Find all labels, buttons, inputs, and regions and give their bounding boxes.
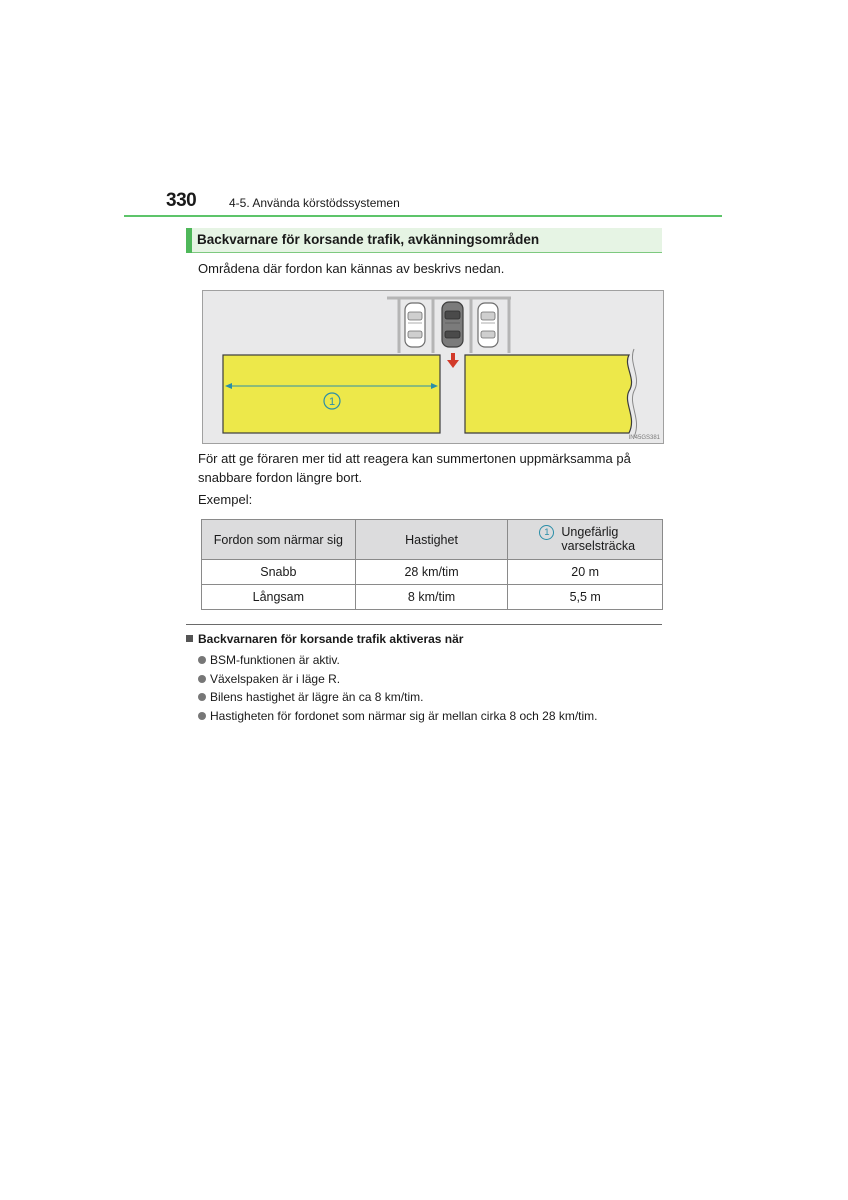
list-item bbox=[198, 688, 598, 707]
header-speed: Hastighet bbox=[355, 520, 508, 560]
example-label: Exempel: bbox=[198, 492, 253, 507]
list-item-text: Bilens hastighet är lägre än ca 8 km/tim. bbox=[210, 690, 424, 704]
list-item bbox=[198, 707, 598, 726]
page-number: 330 bbox=[166, 190, 197, 211]
conditions-list bbox=[198, 651, 598, 725]
distance-marker: 1 bbox=[539, 525, 554, 540]
list-item-text: Hastigheten för fordonet som närmar sig är mellan cirka 8 och 28 km/tim. bbox=[210, 708, 598, 723]
cell-speed: 28 km/tim bbox=[355, 560, 508, 585]
distance-label-line-2: varselsträcka bbox=[561, 539, 636, 553]
explanation-line-1: För att ge föraren mer tid att reagera kan summertonen uppmärksamma på bbox=[198, 451, 631, 466]
table-header-row bbox=[202, 520, 663, 560]
list-item bbox=[198, 670, 598, 689]
chapter-title: 4-5. Använda körstödssystemen bbox=[229, 196, 400, 210]
list-item bbox=[198, 651, 598, 670]
explanation-text bbox=[198, 449, 659, 487]
bullet-dot-icon bbox=[198, 712, 206, 720]
break-mark bbox=[632, 349, 636, 437]
parked-car-left bbox=[405, 303, 425, 347]
explanation-line-2: snabbare fordon längre bort. bbox=[198, 470, 363, 485]
cell-vehicle: Snabb bbox=[202, 560, 356, 585]
header-distance bbox=[508, 520, 663, 560]
bullet-dot-icon bbox=[198, 693, 206, 701]
cell-vehicle: Långsam bbox=[202, 585, 356, 610]
distance-label bbox=[561, 525, 635, 553]
detection-zone-right bbox=[465, 355, 632, 433]
bullet-dot-icon bbox=[198, 656, 206, 664]
header-divider bbox=[124, 215, 722, 217]
example-table bbox=[201, 519, 663, 610]
section-title: Backvarnare för korsande trafik, avkänningsområden bbox=[197, 232, 540, 247]
conditions-heading-text: Backvarnaren för korsande trafik aktiveras när bbox=[198, 632, 464, 646]
detection-area-figure bbox=[202, 290, 664, 444]
own-car bbox=[442, 302, 463, 347]
header-vehicle: Fordon som närmar sig bbox=[202, 520, 356, 560]
section-heading bbox=[186, 228, 662, 253]
list-item-text: Växelspaken är i läge R. bbox=[210, 671, 341, 686]
detection-area-diagram bbox=[203, 291, 663, 443]
conditions-heading bbox=[186, 632, 463, 646]
cell-distance: 20 m bbox=[508, 560, 663, 585]
cell-speed: 8 km/tim bbox=[355, 585, 508, 610]
marker-label: 1 bbox=[328, 396, 336, 408]
bullet-dot-icon bbox=[198, 675, 206, 683]
section-accent bbox=[186, 228, 192, 253]
parked-car-right bbox=[478, 303, 498, 347]
intro-text: Områdena där fordon kan kännas av beskrivs nedan. bbox=[198, 261, 505, 276]
square-bullet-icon bbox=[186, 635, 193, 642]
distance-label-line-1: Ungefärlig bbox=[561, 525, 619, 539]
list-item-text: BSM-funktionen är aktiv. bbox=[210, 653, 340, 667]
cell-distance: 5,5 m bbox=[508, 585, 663, 610]
reverse-arrow-icon bbox=[447, 353, 459, 368]
conditions-divider bbox=[186, 624, 662, 625]
table-row bbox=[202, 560, 663, 585]
figure-code: IN45GS381 bbox=[628, 435, 660, 441]
table-row bbox=[202, 585, 663, 610]
